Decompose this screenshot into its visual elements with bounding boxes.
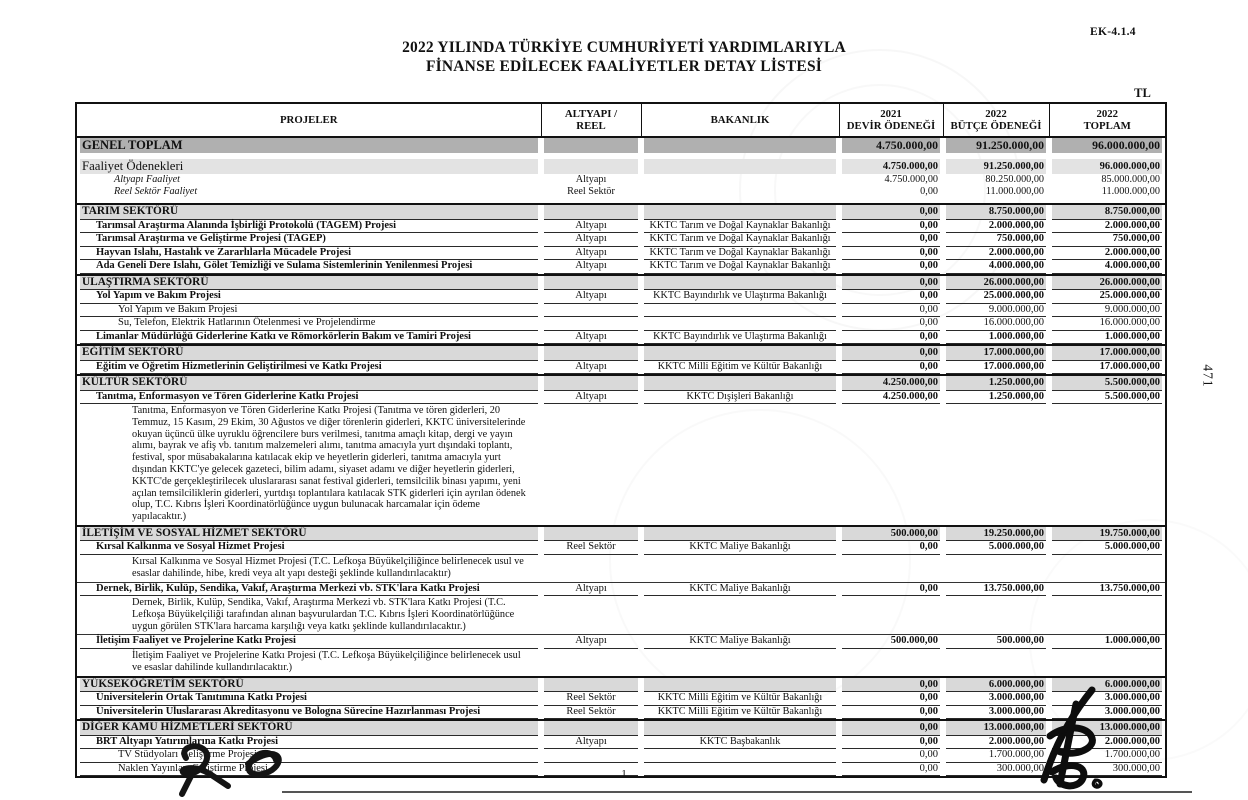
sector-type-cell: Altyapı — [541, 635, 641, 649]
amount-2022-budget-cell: 4.000.000,00 — [943, 260, 1049, 275]
amount-2022-total-cell: 85.000.000,00 — [1101, 174, 1160, 185]
sector-type-cell — [541, 720, 641, 736]
ministry-cell: KKTC Milli Eğitim ve Kültür Bakanlığı — [641, 361, 839, 376]
table-row — [76, 233, 1166, 247]
project-name-cell: Faaliyet Ödenekleri — [76, 159, 541, 174]
table-row — [76, 247, 1166, 261]
amount-2021-cell: 0,00 — [839, 331, 943, 346]
amount-2021-cell: 0,00 — [839, 677, 943, 693]
table-row — [76, 582, 1166, 596]
footer-page-number: 1 — [621, 768, 627, 780]
project-description-row — [76, 555, 1166, 582]
sector-type-cell: Altyapı — [541, 260, 641, 275]
project-description-cell: Kırsal Kalkınma ve Sosyal Hizmet Projesi (T.C. Lefkoşa Büyükelçiliğince belirlenecek usul ve esaslar dahilinde, hibe, kredi veya alt yapı desteği şeklinde kullandırılacaktır) — [76, 555, 541, 582]
project-description-cell: Tanıtma, Enformasyon ve Tören Giderlerine Katkı Projesi (Tanıtma ve tören giderleri, 20 Temmuz, 15 Kasım, 29 Ekim, 30 Ağustos ve diğer törenlerin giderleri, KKTC üniversitelerinde okuyan üçüncü ülke uyruklu öğrencilere burs verilmesi, tanıtma amaçlı kitap, dergi ve yayın alımı, bayrak ve afiş vb. tanıtım malzemeleri alımı, tanıtma amacıyla yurt dışındaki toplantı, festival, spor müsabakalarına katılacak ekip ve heyetlerin giderleri, tanıtma amacıyla yurt dışından KKTC'ye gelecek gazeteci, bilim adamı, siyaset adamı ve diğer heyetlerin giderleri, KKTC'de gerçekleştirilecek uluslararası sanat festival giderleri, temsilcilik binası yapımı, yeni açılan temsilciliklerin giderleri, yurtdışı toplantılara katılacak STK giderleri için ayrılan ödenek olup, T.C. Kıbrıs İşleri Koordinatörlüğünce uygun bulunacak harcamalar için ödeme yapılacaktır.) — [76, 404, 541, 526]
sector-total-row — [76, 677, 1166, 693]
sector-type-cell — [541, 137, 641, 153]
ministry-cell: KKTC Maliye Bakanlığı — [641, 635, 839, 649]
column-header-projects — [76, 103, 541, 137]
project-name-cell: Dernek, Birlik, Kulüp, Sendika, Vakıf, Araştırma Merkezi vb. STK'lara Katkı Projesi — [76, 582, 541, 596]
table-row — [76, 304, 1166, 318]
column-header-text: PROJELER — [279, 114, 338, 126]
amount-2022-total-cell: 13.000.000,00 — [1049, 720, 1166, 736]
sector-type-cell: Reel Sektör — [541, 692, 641, 706]
amount-2022-budget-cell: 9.000.000,00 — [943, 304, 1049, 318]
project-name-cell: Eğitim ve Öğretim Hizmetlerinin Geliştirilmesi ve Katkı Projesi — [76, 361, 541, 376]
project-description-cell: Dernek, Birlik, Kulüp, Sendika, Vakıf, Araştırma Merkezi vb. STK'lara Katkı Projesi (T.C. Lefkoşa Büyükelçiliği tarafından alınan başvurulardan T.C. Kıbrıs İşleri Koordinatörlüğünce uygun görülen STK'lara harcama karşılığı veya katkı şeklinde kullandırılacaktır.) — [76, 596, 541, 635]
project-description-row — [76, 649, 1166, 677]
amount-2021-cell: 0,00 — [839, 763, 943, 778]
amount-2021-cell: 0,00 — [839, 706, 943, 721]
project-name-cell: Hayvan Islahı, Hastalık ve Zararlılarla Mücadele Projesi — [76, 247, 541, 261]
amount-2022-total-cell: 5.000.000,00 — [1049, 541, 1166, 555]
amount-2022-total-cell: 1.700.000,00 — [1049, 749, 1166, 763]
column-header-text: 2021 — [880, 108, 902, 120]
column-header-text: TOPLAM — [1083, 120, 1131, 132]
document-title-line2: FİNANSE EDİLECEK FAALİYETLER DETAY LİSTESİ — [425, 58, 822, 75]
amount-2022-total-cell: 19.750.000,00 — [1049, 526, 1166, 542]
sector-type-cell: Altyapı — [575, 174, 607, 185]
column-header-2021-carryover — [839, 103, 943, 137]
project-name-cell: İletişim Faaliyet ve Projelerine Katkı Projesi — [76, 635, 541, 649]
amount-2021-cell: 0,00 — [839, 720, 943, 736]
amount-2021-cell: 0,00 — [839, 736, 943, 750]
amount-2022-budget-cell: 25.000.000,00 — [943, 290, 1049, 304]
ministry-cell: KKTC Milli Eğitim ve Kültür Bakanlığı — [641, 692, 839, 706]
currency-label: TL — [1134, 86, 1151, 100]
empty-cell — [839, 649, 943, 677]
amount-2021-cell: 0,00 — [839, 290, 943, 304]
handwritten-initials-mark — [170, 742, 300, 800]
amount-2022-total-cell: 25.000.000,00 — [1049, 290, 1166, 304]
amount-2022-total-cell: 1.000.000,00 — [1049, 331, 1166, 346]
sector-type-cell: Altyapı — [541, 331, 641, 346]
project-name-cell: BRT Altyapı Yatırımlarına Katkı Projesi — [76, 736, 541, 750]
amount-2022-total-cell: 6.000.000,00 — [1049, 677, 1166, 693]
sector-type-cell — [541, 677, 641, 693]
column-header-text: 2022 — [985, 108, 1007, 120]
table-header-row — [76, 103, 1166, 137]
sector-total-row — [76, 204, 1166, 220]
sector-total-row — [76, 375, 1166, 391]
project-name-cell: Altyapı Faaliyet — [114, 174, 180, 185]
empty-cell — [541, 404, 641, 526]
column-header-2022-total — [1049, 103, 1166, 137]
sector-total-row — [76, 275, 1166, 291]
sector-type-cell: Altyapı — [541, 233, 641, 247]
column-header-text: BÜTÇE ÖDENEĞİ — [950, 120, 1042, 132]
table-row — [76, 361, 1166, 376]
sector-type-cell: Reel Sektör — [541, 541, 641, 555]
table-row — [76, 290, 1166, 304]
sector-type-cell — [541, 345, 641, 361]
sector-type-cell — [541, 526, 641, 542]
amount-2022-budget-cell: 16.000.000,00 — [943, 317, 1049, 331]
empty-cell — [839, 596, 943, 635]
project-name-cell: Ada Geneli Dere Islahı, Gölet Temizliği ve Sulama Sistemlerinin Yenilenmesi Projesi — [76, 260, 541, 275]
amount-2021-cell: 500.000,00 — [839, 635, 943, 649]
sector-type-cell: Reel Sektör — [541, 706, 641, 721]
amount-2022-total-cell: 1.000.000,00 — [1049, 635, 1166, 649]
amount-2022-total-cell: 11.000.000,00 — [1101, 185, 1160, 197]
amount-2021-cell: 0,00 — [839, 749, 943, 763]
amount-2022-total-cell: 26.000.000,00 — [1049, 275, 1166, 291]
sector-total-row — [76, 720, 1166, 736]
ministry-cell: KKTC Dışişleri Bakanlığı — [641, 391, 839, 405]
amount-2022-total-cell: 300.000,00 — [1049, 763, 1166, 778]
amount-2021-cell: 0,00 — [839, 317, 943, 331]
empty-cell — [541, 649, 641, 677]
table-row — [76, 635, 1166, 649]
ministry-cell — [641, 159, 839, 174]
amount-2022-total-cell: 2.000.000,00 — [1049, 220, 1166, 234]
empty-cell — [839, 404, 943, 526]
amount-2022-budget-cell: 19.250.000,00 — [943, 526, 1049, 542]
empty-cell — [541, 596, 641, 635]
project-name-cell: Yol Yapım ve Bakım Projesi — [76, 290, 541, 304]
project-description-row — [76, 596, 1166, 635]
ministry-cell — [641, 720, 839, 736]
table-row — [76, 692, 1166, 706]
sector-type-cell: Altyapı — [541, 290, 641, 304]
ministry-cell — [641, 275, 839, 291]
amount-2022-total-cell: 5.500.000,00 — [1049, 391, 1166, 405]
ministry-cell: KKTC Tarım ve Doğal Kaynaklar Bakanlığı — [641, 260, 839, 275]
ministry-cell — [641, 345, 839, 361]
amount-2021-cell: 0,00 — [839, 260, 943, 275]
ministry-cell: KKTC Tarım ve Doğal Kaynaklar Bakanlığı — [641, 220, 839, 234]
empty-cell — [641, 596, 839, 635]
empty-cell — [641, 649, 839, 677]
amount-2022-total-cell: 13.750.000,00 — [1049, 582, 1166, 596]
sector-type-cell: Altyapı — [541, 220, 641, 234]
project-name-cell: TARIM SEKTÖRÜ — [76, 204, 541, 220]
amount-2022-budget-cell: 17.000.000,00 — [943, 345, 1049, 361]
ministry-cell: KKTC Maliye Bakanlığı — [641, 582, 839, 596]
sector-type-cell — [541, 317, 641, 331]
sector-type-cell — [541, 304, 641, 318]
empty-cell — [641, 404, 839, 526]
amount-2022-total-cell: 96.000.000,00 — [1049, 159, 1166, 174]
amount-2022-budget-cell: 2.000.000,00 — [943, 247, 1049, 261]
ministry-cell — [641, 137, 839, 153]
signature-mark — [1030, 684, 1130, 799]
activities-detail-table — [75, 102, 1167, 778]
amount-2021-cell: 0,00 — [839, 361, 943, 376]
empty-cell — [943, 404, 1049, 526]
project-description-row — [76, 404, 1166, 526]
table-row — [76, 391, 1166, 405]
amount-2021-cell: 0,00 — [920, 185, 938, 197]
amount-2022-total-cell: 96.000.000,00 — [1049, 137, 1166, 153]
amount-2021-cell: 0,00 — [839, 304, 943, 318]
amount-2021-cell: 0,00 — [839, 582, 943, 596]
document-title-line1: 2022 YILINDA TÜRKİYE CUMHURİYETİ YARDIMLARIYLA — [402, 39, 846, 56]
amount-2021-cell: 0,00 — [839, 541, 943, 555]
amount-2021-cell: 0,00 — [839, 204, 943, 220]
table-row — [76, 197, 1166, 204]
amount-2022-budget-cell: 2.000.000,00 — [943, 736, 1049, 750]
amount-2022-budget-cell: 2.000.000,00 — [943, 220, 1049, 234]
empty-cell — [1049, 555, 1166, 582]
activities-detail-table-wrap — [75, 102, 1165, 778]
project-name-cell: Kırsal Kalkınma ve Sosyal Hizmet Projesi — [76, 541, 541, 555]
table-row — [76, 159, 1166, 174]
ministry-cell — [641, 677, 839, 693]
project-name-cell: Tarımsal Araştırma Alanında İşbirliği Protokolü (TAGEM) Projesi — [76, 220, 541, 234]
ministry-cell: KKTC Tarım ve Doğal Kaynaklar Bakanlığı — [641, 247, 839, 261]
amount-2022-budget-cell: 1.250.000,00 — [943, 375, 1049, 391]
amount-2022-total-cell: 2.000.000,00 — [1049, 247, 1166, 261]
sector-type-cell: Altyapı — [541, 736, 641, 750]
amount-2022-budget-cell: 13.000.000,00 — [943, 720, 1049, 736]
project-name-cell: Limanlar Müdürlüğü Giderlerine Katkı ve Römorkörlerin Bakım ve Tamiri Projesi — [76, 331, 541, 346]
sector-total-row — [76, 345, 1166, 361]
amount-2022-total-cell: 8.750.000,00 — [1049, 204, 1166, 220]
ministry-cell — [641, 304, 839, 318]
annex-reference: EK-4.1.4 — [1090, 26, 1136, 38]
project-name-cell: Üniversitelerin Ortak Tanıtımına Katkı Projesi — [76, 692, 541, 706]
ministry-cell — [641, 526, 839, 542]
ministry-cell: KKTC Maliye Bakanlığı — [641, 541, 839, 555]
margin-page-number: 471 — [1200, 364, 1216, 388]
column-header-text: 2022 — [1096, 108, 1119, 120]
amount-2022-total-cell: 3.000.000,00 — [1049, 706, 1166, 721]
project-name-cell: Tarımsal Araştırma ve Geliştirme Projesi (TAGEP) — [76, 233, 541, 247]
amount-2022-budget-cell: 750.000,00 — [943, 233, 1049, 247]
column-header-text: REEL — [576, 120, 606, 132]
spacer-cell — [76, 197, 1166, 204]
project-name-cell: GENEL TOPLAM — [76, 137, 541, 153]
amount-2021-cell: 4.750.000,00 — [839, 137, 943, 153]
ministry-cell — [641, 375, 839, 391]
amount-2022-budget-cell: 3.000.000,00 — [943, 706, 1049, 721]
amount-2022-total-cell: 2.000.000,00 — [1049, 736, 1166, 750]
sector-type-cell — [541, 204, 641, 220]
amount-2021-cell: 0,00 — [839, 275, 943, 291]
amount-2021-cell: 0,00 — [839, 692, 943, 706]
amount-2022-budget-cell: 6.000.000,00 — [943, 677, 1049, 693]
amount-2022-budget-cell: 17.000.000,00 — [943, 361, 1049, 376]
table-row — [76, 260, 1166, 275]
empty-cell — [541, 555, 641, 582]
column-header-text: ALTYAPI / — [564, 108, 618, 120]
sector-total-row — [76, 526, 1166, 542]
column-header-ministry — [641, 103, 839, 137]
amount-2022-budget-cell: 3.000.000,00 — [943, 692, 1049, 706]
amount-2022-total-cell: 750.000,00 — [1049, 233, 1166, 247]
amount-2022-budget-cell: 1.000.000,00 — [943, 331, 1049, 346]
project-name-cell: DİĞER KAMU HİZMETLERİ SEKTÖRÜ — [76, 720, 541, 736]
table-row — [76, 541, 1166, 555]
amount-2022-total-cell: 16.000.000,00 — [1049, 317, 1166, 331]
amount-2022-budget-cell: 11.000.000,00 — [985, 185, 1044, 197]
amount-2022-total-cell: 17.000.000,00 — [1049, 361, 1166, 376]
sector-type-cell: Altyapı — [541, 361, 641, 376]
project-name-cell: Üniversitelerin Uluslararası Akreditasyonu ve Bologna Sürecine Hazırlanması Projesi — [76, 706, 541, 721]
amount-2022-budget-cell: 1.700.000,00 — [943, 749, 1049, 763]
ministry-cell — [641, 186, 839, 198]
table-row — [76, 220, 1166, 234]
table-row — [76, 331, 1166, 346]
ministry-cell — [641, 174, 839, 186]
project-description-cell: İletişim Faaliyet ve Projelerine Katkı Projesi (T.C. Lefkoşa Büyükelçiliğince belirlenecek usul ve esaslar dahilinde kullandırılacaktır.) — [76, 649, 541, 677]
empty-cell — [641, 555, 839, 582]
ministry-cell — [641, 317, 839, 331]
sector-type-cell: Altyapı — [541, 247, 641, 261]
ministry-cell: KKTC Başbakanlık — [641, 736, 839, 750]
project-name-cell: KÜLTÜR SEKTÖRÜ — [76, 375, 541, 391]
project-name-cell: YÜKSEKÖĞRETİM SEKTÖRÜ — [76, 677, 541, 693]
ministry-cell: KKTC Bayındırlık ve Ulaştırma Bakanlığı — [641, 331, 839, 346]
empty-cell — [1049, 404, 1166, 526]
amount-2022-budget-cell: 13.750.000,00 — [943, 582, 1049, 596]
amount-2022-budget-cell: 80.250.000,00 — [985, 174, 1044, 185]
project-name-cell: İLETİŞİM VE SOSYAL HİZMET SEKTÖRÜ — [76, 526, 541, 542]
amount-2021-cell: 0,00 — [839, 233, 943, 247]
table-row — [76, 137, 1166, 153]
sector-type-cell — [541, 375, 641, 391]
table-row — [76, 706, 1166, 721]
column-header-2022-budget — [943, 103, 1049, 137]
table-row — [76, 317, 1166, 331]
project-name-cell: Tanıtma, Enformasyon ve Tören Giderlerine Katkı Projesi — [76, 391, 541, 405]
amount-2022-total-cell: 5.500.000,00 — [1049, 375, 1166, 391]
ministry-cell: KKTC Tarım ve Doğal Kaynaklar Bakanlığı — [641, 233, 839, 247]
table-row — [76, 174, 1166, 186]
ministry-cell: KKTC Bayındırlık ve Ulaştırma Bakanlığı — [641, 290, 839, 304]
amount-2021-cell: 4.250.000,00 — [839, 391, 943, 405]
column-header-text: DEVİR ÖDENEĞİ — [846, 120, 936, 132]
amount-2022-budget-cell: 26.000.000,00 — [943, 275, 1049, 291]
amount-2022-total-cell: 17.000.000,00 — [1049, 345, 1166, 361]
project-name-cell: Naklen Yayınları Geliştirme Projesi — [76, 763, 541, 778]
amount-2022-total-cell: 4.000.000,00 — [1049, 260, 1166, 275]
amount-2021-cell: 0,00 — [839, 247, 943, 261]
project-name-cell: Yol Yapım ve Bakım Projesi — [76, 304, 541, 318]
empty-cell — [1049, 649, 1166, 677]
project-name-cell: Su, Telefon, Elektrik Hatlarının Ötelenmesi ve Projelendirme — [76, 317, 541, 331]
amount-2021-cell: 4.750.000,00 — [839, 159, 943, 174]
amount-2021-cell: 0,00 — [839, 345, 943, 361]
ministry-cell — [641, 204, 839, 220]
amount-2021-cell: 4.750.000,00 — [884, 174, 938, 185]
amount-2022-budget-cell: 5.000.000,00 — [943, 541, 1049, 555]
amount-2022-budget-cell: 91.250.000,00 — [943, 137, 1049, 153]
empty-cell — [943, 555, 1049, 582]
empty-cell — [1049, 596, 1166, 635]
sector-type-cell — [541, 159, 641, 174]
amount-2022-budget-cell: 300.000,00 — [943, 763, 1049, 778]
amount-2022-budget-cell: 91.250.000,00 — [943, 159, 1049, 174]
table-row — [76, 186, 1166, 198]
project-name-cell: ULAŞTIRMA SEKTÖRÜ — [76, 275, 541, 291]
empty-cell — [839, 555, 943, 582]
ministry-cell — [641, 749, 839, 763]
project-name-cell: EĞİTİM SEKTÖRÜ — [76, 345, 541, 361]
amount-2022-total-cell: 3.000.000,00 — [1049, 692, 1166, 706]
amount-2021-cell: 0,00 — [839, 220, 943, 234]
sector-type-cell: Reel Sektör — [567, 185, 615, 197]
project-name-cell: TV Stüdyoları Geliştirme Projesi — [76, 749, 541, 763]
empty-cell — [943, 649, 1049, 677]
amount-2021-cell: 4.250.000,00 — [839, 375, 943, 391]
sector-type-cell — [541, 749, 641, 763]
empty-cell — [943, 596, 1049, 635]
sector-type-cell — [541, 275, 641, 291]
amount-2021-cell: 500.000,00 — [839, 526, 943, 542]
column-header-infrastructure-real — [541, 103, 641, 137]
sector-type-cell: Altyapı — [541, 391, 641, 405]
amount-2022-budget-cell: 500.000,00 — [943, 635, 1049, 649]
amount-2022-budget-cell: 1.250.000,00 — [943, 391, 1049, 405]
column-header-text: BAKANLIK — [710, 114, 770, 126]
document-title — [0, 38, 1248, 76]
project-name-cell: Reel Sektör Faaliyet — [114, 185, 198, 197]
amount-2022-total-cell: 9.000.000,00 — [1049, 304, 1166, 318]
ministry-cell: KKTC Milli Eğitim ve Kültür Bakanlığı — [641, 706, 839, 721]
sector-type-cell: Altyapı — [541, 582, 641, 596]
amount-2022-budget-cell: 8.750.000,00 — [943, 204, 1049, 220]
